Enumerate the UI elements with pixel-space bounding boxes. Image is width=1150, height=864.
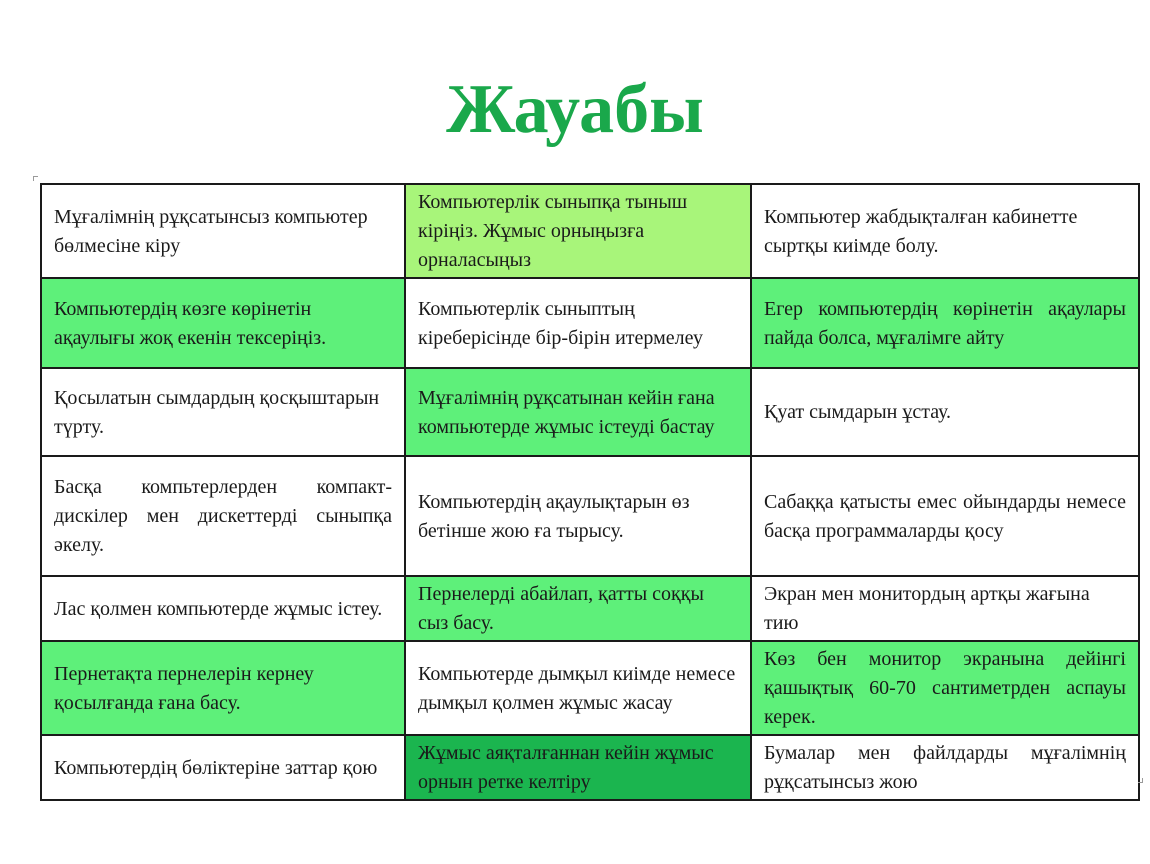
table-cell: Компьютерде дымқыл киімде немесе дымқыл қолмен жұмыс жасау: [405, 641, 751, 735]
table-cell: Қуат сымдарын ұстау.: [751, 368, 1139, 456]
table-end-mark: [1138, 778, 1143, 783]
table-cell: Экран мен монитордың артқы жағына тию: [751, 576, 1139, 641]
table-cell: Мұғалімнің рұқсатынсыз компьютер бөлмесіне кіру: [41, 184, 405, 278]
table-cell: Пернетақта пернелерін кернеу қосылғанда ғана басу.: [41, 641, 405, 735]
table-cell: Жұмыс аяқталғаннан кейін жұмыс орнын ретке келтіру: [405, 735, 751, 800]
table-cell: Лас қолмен компьютерде жұмыс істеу.: [41, 576, 405, 641]
table-cell: Пернелерді абайлап, қатты соққы сыз басу.: [405, 576, 751, 641]
table-cell: Мұғалімнің рұқсатынан кейін ғана компьютерде жұмыс істеуді бастау: [405, 368, 751, 456]
table-cell: Басқа компьтерлерден компакт-дискілер мен дискеттерді сыныпқа әкелу.: [41, 456, 405, 576]
table-cell: Компьютерлік сыныптың кіреберісінде бір-бірін итермелеу: [405, 278, 751, 368]
table-cell: Компьютер жабдықталған кабинетте сыртқы киімде болу.: [751, 184, 1139, 278]
page-title: Жауабы: [446, 71, 704, 148]
table-cell: Қосылатын сымдардың қосқыштарын түрту.: [41, 368, 405, 456]
table-row: [41, 576, 1139, 641]
table-cell: Бумалар мен файлдарды мұғалімнің рұқсатынсыз жою: [751, 735, 1139, 800]
table-cell: Компьютердің ақаулықтарын өз бетінше жою ға тырысу.: [405, 456, 751, 576]
table-cell: Компьютердің көзге көрінетін ақаулығы жоқ екенін тексеріңіз.: [41, 278, 405, 368]
safety-rules-table: [40, 183, 1140, 801]
table-anchor-mark: [33, 176, 38, 181]
table-row: [41, 456, 1139, 576]
table-row: [41, 641, 1139, 735]
table-row: [41, 735, 1139, 800]
table-cell: Компьютердің бөліктеріне заттар қою: [41, 735, 405, 800]
table-cell: Егер компьютердің көрінетін ақаулары пайда болса, мұғалімге айту: [751, 278, 1139, 368]
table-cell: Сабаққа қатысты емес ойындарды немесе басқа программаларды қосу: [751, 456, 1139, 576]
table-cell: Компьютерлік сыныпқа тыныш кіріңіз. Жұмыс орныңызға орналасыңыз: [405, 184, 751, 278]
table-row: [41, 278, 1139, 368]
table-row: [41, 184, 1139, 278]
table-row: [41, 368, 1139, 456]
table-cell: Көз бен монитор экранына дейінгі қашықтық 60-70 сантиметрден аспауы керек.: [751, 641, 1139, 735]
